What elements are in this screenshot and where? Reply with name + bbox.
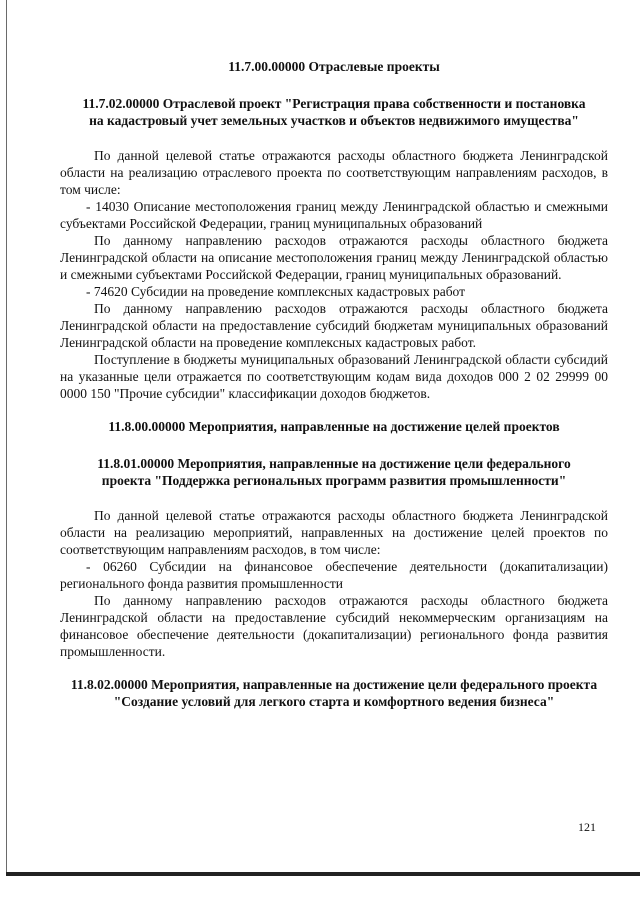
list-item-74620: - 74620 Субсидии на проведение комплексных кадастровых работ	[86, 284, 466, 299]
heading-11-8-00: 11.8.00.00000 Мероприятия, направленные на достижение целей проектов	[108, 419, 560, 434]
heading-11-7-00: 11.7.00.00000 Отраслевые проекты	[228, 59, 440, 74]
list-item-14030: - 14030 Описание местоположения границ между Ленинградской областью и смежными субъектами Российской Федерации, границ муниципальных образований	[60, 199, 608, 231]
paragraph-06260: По данному направлению расходов отражаются расходы областного бюджета Ленинградской области на предоставление субсидий некоммерческим организациям на финансовое обеспечение деятельности (докапитализации) регионального фонда развития промышленности.	[60, 593, 608, 659]
page-content	[60, 58, 608, 710]
heading-11-8-01: 11.8.01.00000 Мероприятия, направленные на достижение цели федерального проекта "Поддержка региональных программ развития промышленности"	[97, 456, 571, 488]
paragraph-income-codes: Поступление в бюджеты муниципальных образований Ленинградской области субсидий на указанные цели отражается по соответствующим кодам вида доходов 000 2 02 29999 00 0000 150 "Прочие субсидии" классификации доходов бюджетов.	[60, 352, 608, 401]
paragraph-11-8-01-intro: По данной целевой статье отражаются расходы областного бюджета Ленинградской области на реализацию мероприятий, направленных на достижение целей проектов по соответствующим направлениям расходов, в том числе:	[60, 508, 608, 557]
paragraph-14030: По данному направлению расходов отражаются расходы областного бюджета Ленинградской области на описание местоположения границ между Ленинградской областью и смежными субъектами Российской Федерации, границ муниципальных образований.	[60, 233, 608, 282]
scan-left-border	[6, 0, 7, 874]
page-number: 121	[578, 820, 596, 834]
paragraph-74620: По данному направлению расходов отражаются расходы областного бюджета Ленинградской области на предоставление субсидий бюджетам муниципальных образований Ленинградской области на проведение комплексных кадастровых работ.	[60, 301, 608, 350]
list-item-06260: - 06260 Субсидии на финансовое обеспечение деятельности (докапитализации) регионального фонда развития промышленности	[60, 559, 608, 591]
heading-11-8-02: 11.8.02.00000 Мероприятия, направленные на достижение цели федерального проекта "Создание условий для легкого старта и комфортного ведения бизнеса"	[70, 677, 598, 709]
heading-11-7-02: 11.7.02.00000 Отраслевой проект "Регистрация права собственности и постановка на кадастровый учет земельных участков и объектов недвижимого имущества"	[82, 96, 586, 128]
paragraph-11-7-02-intro: По данной целевой статье отражаются расходы областного бюджета Ленинградской области на реализацию отраслевого проекта по соответствующим направлениям расходов, в том числе:	[60, 148, 608, 197]
scan-bottom-border	[6, 872, 640, 876]
